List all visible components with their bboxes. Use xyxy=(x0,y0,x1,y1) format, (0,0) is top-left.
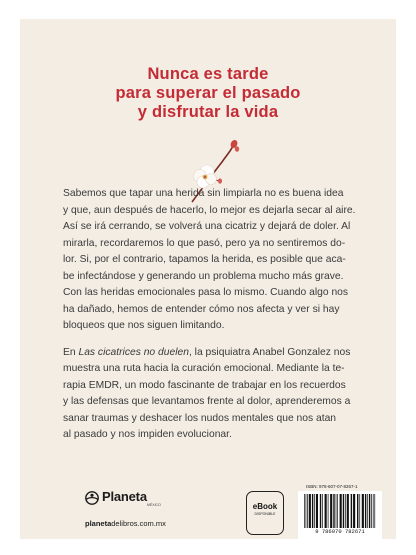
tagline-line-2: para superar el pasado xyxy=(115,84,301,102)
text-line: y las defensas que levantamos frente al dolor, aprenderemos a xyxy=(63,396,351,407)
barcode-bar xyxy=(351,494,352,528)
barcode-bar xyxy=(373,494,374,528)
text-line: lor. Si, por el contrario, tapamos la herida, es posible que aca- xyxy=(63,254,346,265)
barcode-bar xyxy=(309,494,311,528)
text-line: Sabemos que tapar una herida sin limpiarla no es buena idea xyxy=(63,188,344,199)
barcode-bar xyxy=(316,494,318,528)
text-line: be infectándose y generando un problema mucho más grave. xyxy=(63,270,344,282)
barcode-bar xyxy=(306,494,307,528)
barcode-bar xyxy=(312,494,313,528)
barcode-bar xyxy=(369,494,370,528)
publisher-logo xyxy=(85,489,205,509)
text-line: sanar traumas y deshacer los nudos mentales que nos atan xyxy=(63,412,337,424)
barcode-number: 9 786070 782671 xyxy=(315,528,365,535)
barcode-bar xyxy=(307,494,308,528)
text-line: rapia EMDR, un modo fascinante de trabajar en los recuerdos xyxy=(63,379,346,391)
publisher-name: Planeta xyxy=(102,489,147,504)
isbn-label: ISBN: 978-607-07-8267-1 xyxy=(306,484,358,489)
barcode-bar xyxy=(325,494,327,528)
barcode-bar xyxy=(336,494,337,528)
book-back-cover xyxy=(20,19,396,539)
barcode-bar xyxy=(337,494,338,528)
text-line: al pasado y nos impiden evolucionar. xyxy=(63,429,232,440)
text-line: ha dañado, hemos de entender cómo nos afecta y ver si hay xyxy=(63,303,340,315)
planet-icon xyxy=(85,491,99,505)
text-line: bloqueos que nos siguen limitando. xyxy=(63,320,225,331)
barcode-bar xyxy=(347,494,349,528)
tagline-line-3: y disfrutar la vida xyxy=(137,103,279,121)
barcode-bar xyxy=(367,494,368,528)
barcode-bar xyxy=(340,494,342,528)
ebook-badge xyxy=(246,491,284,535)
barcode-bar xyxy=(343,494,344,528)
barcode-bar xyxy=(328,494,329,528)
website-rest: delibros.com.mx xyxy=(111,519,166,528)
barcode-bar xyxy=(320,494,321,528)
barcode-bar xyxy=(314,494,315,528)
text-line: mirarla, recordaremos lo que pasó, pero ya no sentiremos do- xyxy=(63,237,346,249)
publisher-region: MÉXICO xyxy=(147,503,161,507)
book-title: Las cicatrices no duelen xyxy=(78,346,189,358)
ebook-subtitle: DISPONIBLE xyxy=(254,512,276,516)
text-line xyxy=(63,345,371,362)
barcode-bar xyxy=(330,494,332,528)
barcode-bar xyxy=(322,494,323,528)
text-line: y que, aun después de hacerlo, lo mejor es dejarla secar al aire. xyxy=(63,204,356,216)
synopsis-paragraph-1 xyxy=(63,186,371,335)
website-bold: planeta xyxy=(85,519,112,528)
barcode-bar xyxy=(362,494,364,528)
text-fragment: , la psiquiatra Anabel Gonzalez nos xyxy=(188,346,351,358)
synopsis-paragraph-2 xyxy=(63,345,371,444)
synopsis xyxy=(63,186,371,454)
barcode-bar xyxy=(359,494,360,528)
barcode-bar xyxy=(353,494,355,528)
barcode-bar xyxy=(304,494,305,528)
text-line: Con las heridas emocionales pasa lo mismo. Cuando algo nos xyxy=(63,287,349,298)
ebook-title: eBook xyxy=(252,502,278,511)
text-line: muestra una ruta hacia la curación emocional. Mediante la te- xyxy=(63,363,345,374)
tagline-line-1: Nunca es tarde xyxy=(147,65,269,83)
barcode-bar xyxy=(345,494,346,528)
tagline xyxy=(20,65,396,122)
barcode-bar xyxy=(357,494,358,528)
barcode-bar xyxy=(371,494,372,528)
publisher-website xyxy=(85,519,166,528)
barcode-bar xyxy=(365,494,366,528)
text-line: Así se irá cerrando, se volverá una cicatriz y dejará de doler. Al xyxy=(63,221,351,232)
barcode-bar xyxy=(374,494,375,528)
text-fragment: En xyxy=(63,346,79,358)
barcode-bar xyxy=(333,494,334,528)
